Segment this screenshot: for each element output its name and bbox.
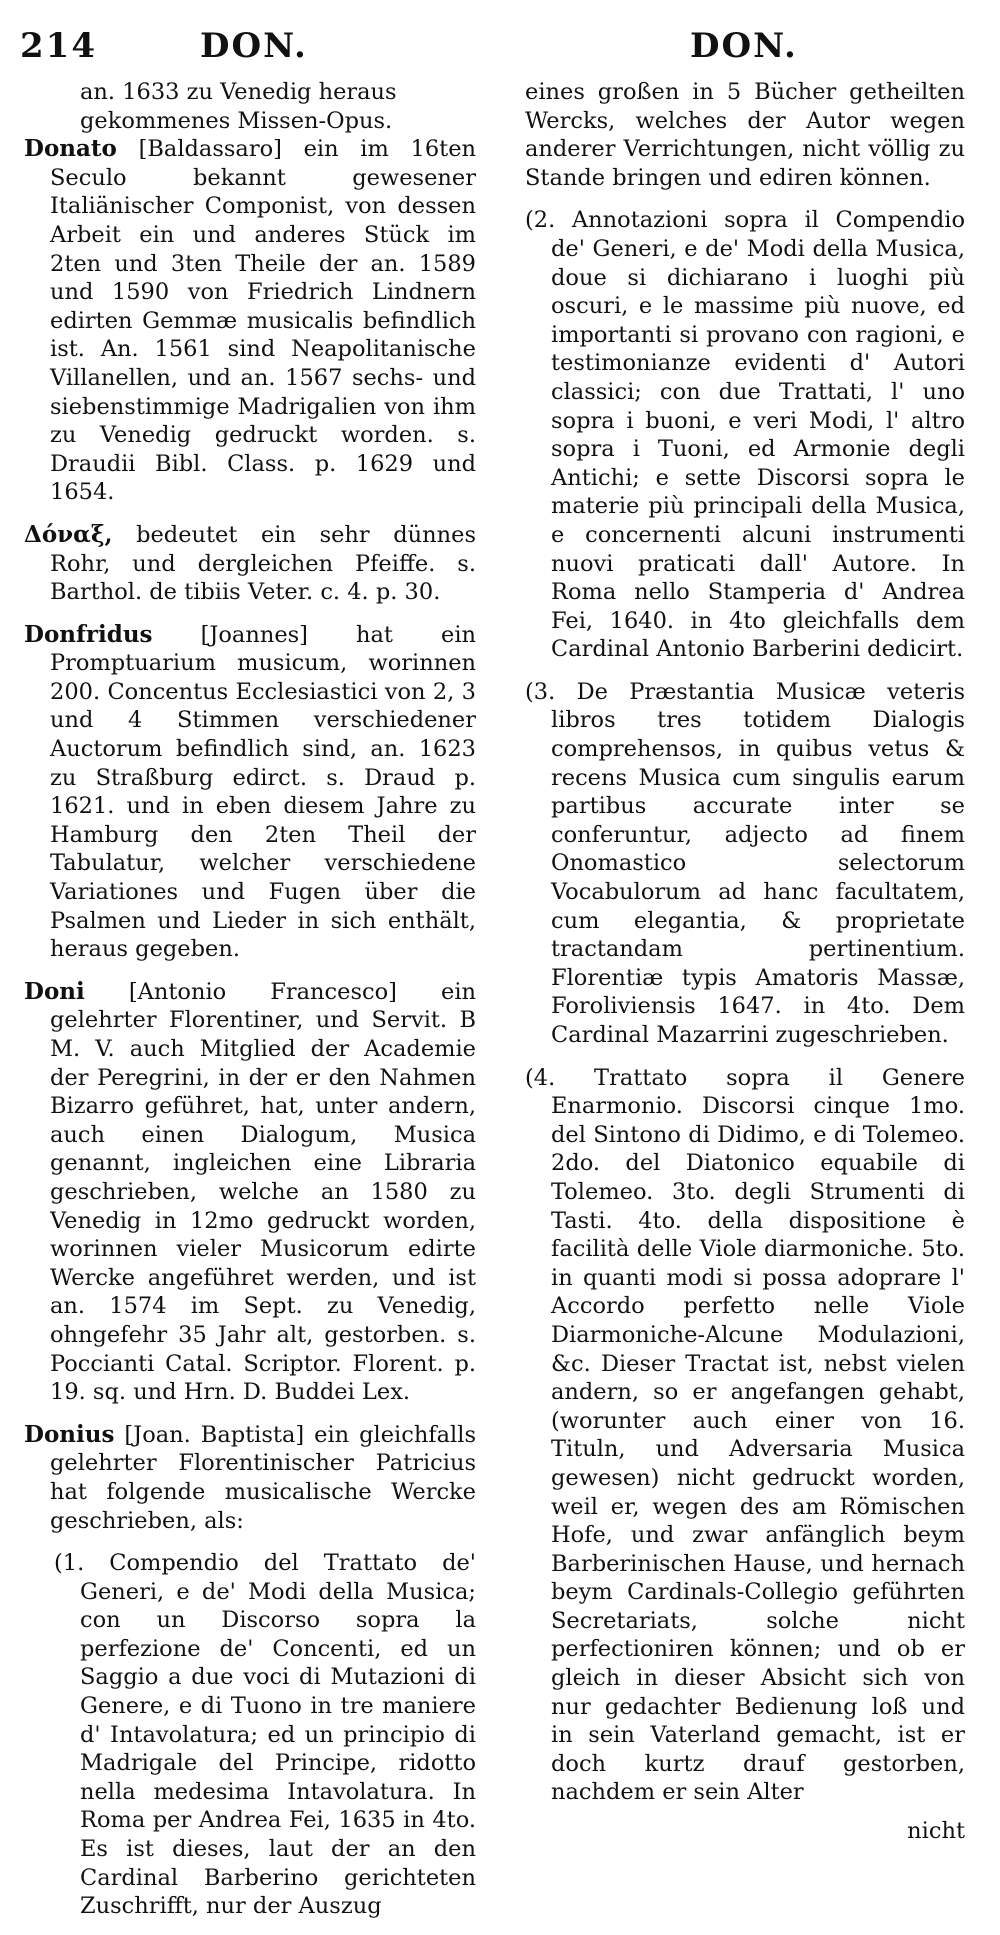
- entry-text: [Joannes] hat ein Promptuarium musicum, worinnen 200. Concentus Ecclesiastici von 2, 3 und 4 Stimmen verschiedener Auctorum befindlich sind, an. 1623 zu Straßburg edirct. s. Draud p. 1621. und in eben diesem Jahre zu Hamburg den 2ten Theil der Tabulatur, welcher verschiedene Variationes und Fugen über die Psalmen und Lieder in sich enthält, heraus gegeben.: [50, 621, 477, 963]
- entry-donax: [24, 521, 476, 607]
- continued-text: an. 1633 zu Venedig heraus gekommenes Missen-Opus.: [80, 79, 397, 134]
- entry-headword: Donato: [24, 135, 117, 163]
- entry-text: [Antonio Francesco] ein gelehrter Florentiner, und Servit. B M. V. auch Mitglied der Academie der Peregrini, in der er den Nahmen Bizarro geführet, hat, unter andern, auch einen Dialogum, Musica genannt, ingleichen eine Libraria geschrieben, welche an 1580 zu Venedig in 12mo gedruckt worden, worinnen vieler Musicorum edirte Wercke angeführet werden, und ist an. 1574 im Sept. zu Venedig, ohngefehr 35 Jahr alt, gestorben. s. Poccianti Catal. Scriptor. Florent. p. 19. sq. und Hrn. D. Buddei Lex.: [50, 978, 477, 1406]
- page-number: 214: [20, 26, 97, 66]
- running-head-left: DON.: [200, 26, 308, 66]
- catchword: nicht: [907, 1818, 965, 1845]
- running-head-right: DON.: [690, 26, 798, 66]
- work-item-3: (3. De Præstantia Musicæ veteris libros tres totidem Dialogis comprehensos, in quibus vetus & recens Musica cum singulis earum partibus accurate inter se conferuntur, adjecto ad finem Onomastico selectorum Vocabulorum ad hanc facultatem, cum elegantia, & proprietate tractandam pertinentium. Florentiæ typis Amatoris Massæ, Foroliviensis 1647. in 4to. Dem Cardinal Mazarrini zugeschrieben.: [525, 678, 965, 1048]
- entry-donfridus: [24, 621, 476, 964]
- work-item-2: (2. Annotazioni sopra il Compendio de' Generi, e de' Modi della Musica, doue si dichiarano i luoghi più oscuri, e le massime più nuove, ed importanti si provano con ragioni, e testimonianze evidenti d' Autori classici; con due Trattati, l' uno sopra i buoni, e veri Modi, l' altro sopra i Tuoni, ed Armonie degli Antichi; e sette Discorsi sopra le materie più principali della Musica, e concernenti alcuni instrumenti nuovi praticati dall' Autore. In Roma nello Stamperia d' Andrea Fei, 1640. in 4to gleichfalls dem Cardinal Antonio Barberini dedicirt.: [525, 207, 965, 663]
- entry-text: bedeutet ein sehr dünnes Rohr, und dergleichen Pfeiffe. s. Barthol. de tibiis Veter. c. 4. p. 30.: [50, 521, 476, 606]
- entry-donato: [24, 135, 476, 507]
- entry-headword: Donfridus: [24, 620, 153, 648]
- continued-text: eines großen in 5 Bücher getheilten Wercks, welches der Autor wegen anderer Verrichtungen, nicht völlig zu Stande bringen und ediren können.: [525, 79, 965, 191]
- left-column: [24, 78, 476, 1935]
- entry-donius: [24, 1421, 476, 1535]
- entry-headword: Doni: [24, 977, 85, 1005]
- entry-text: [Baldassaro] ein im 16ten Seculo bekannt gewesener Italiänischer Componist, von dessen Arbeit ein und anderes Stück im 2ten und 3ten Theile der an. 1589 und 1590 von Friedrich Lindnern edirten Gemmæ musicalis befindlich ist. An. 1561 sind Neapolitanische Villanellen, und an. 1567 sechs- und siebenstimmige Madrigalien von ihm zu Venedig gedruckt worden. s. Draudii Bibl. Class. p. 1629 und 1654.: [50, 136, 477, 506]
- entry-headword: Donius: [24, 1420, 115, 1448]
- work-item-1: (1. Compendio del Trattato de' Generi, e de' Modi della Musica; con un Discorso sopra la perfezione de' Concenti, ed un Saggio a due voci di Mutazioni di Genere, e di Tuono in tre maniere d' Intavolatura; ed un principio di Madrigale del Principe, ridotto nella medesima Intavolatura. In Roma per Andrea Fei, 1635 in 4to. Es ist dieses, laut der an den Cardinal Barberino gerichteten Zuschrifft, nur der Auszug: [54, 1550, 476, 1920]
- entry-headword: Δόναξ,: [24, 520, 113, 548]
- entry-text: [Joan. Baptista] ein gleichfalls gelehrter Florentinischer Patricius hat folgende musicalische Wercke geschrieben, als:: [50, 1421, 476, 1534]
- entry-doni: [24, 978, 476, 1407]
- work-item-4: (4. Trattato sopra il Genere Enarmonio. Discorsi cinque 1mo. del Sintono di Didimo, e di Tolemeo. 2do. del Diatonico equabile di Tolemeo. 3to. degli Strumenti di Tasti. 4to. della dispositione è facilità delle Viole diarmoniche. 5to. in quanti modi si possa adoprare l' Accordo perfetto nelle Viole Diarmoniche-Alcune Modulazioni, &c. Dieser Tractat ist, nebst vielen andern, so er angefangen gehabt, (worunter auch einer von 16. Tituln, und Adversaria Musica gewesen) nicht gedruckt worden, weil er, wegen des am Römischen Hofe, und zwar anfänglich beym Barberinischen Hause, und hernach beym Cardinals-Collegio geführten Secretariats, solche nicht perfectioniren können; und ob er gleich in dieser Absicht sich von nur gedachter Bedienung loß und in sein Vaterland gemacht, ist er doch kurtz drauf gestorben, nachdem er sein Alter: [525, 1064, 965, 1806]
- right-column: [525, 78, 965, 1846]
